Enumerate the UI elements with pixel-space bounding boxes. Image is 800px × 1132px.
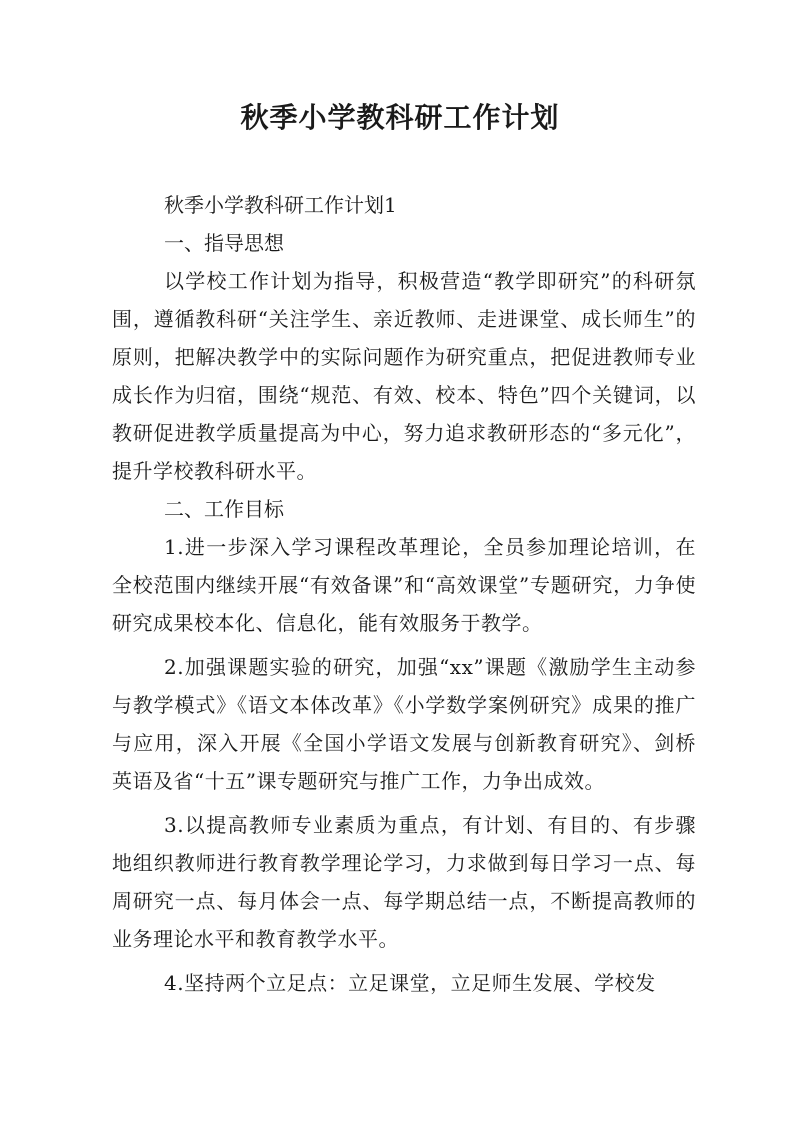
document-body [112,186,696,1002]
section-heading-work-goals: 二、工作目标 [164,497,284,521]
goal-item-3: 3.以提高教师专业素质为重点，有计划、有目的、有步骤地组织教师进行教育教学理论学习，力求做到每日学习一点、每周研究一点、每月体会一点、每学期总结一点，不断提高教师的业务理论水平和教育教学水平。 [112,813,696,951]
section-heading-guiding-ideology: 一、指导思想 [164,231,284,255]
goal-item-4: 4.坚持两个立足点：立足课堂，立足师生发展、学校发 [164,971,656,995]
document-subtitle: 秋季小学教科研工作计划1 [164,193,397,217]
paragraph-guiding-ideology: 以学校工作计划为指导，积极营造“教学即研究”的科研氛围，遵循教科研“关注学生、亲近教师、走进课堂、成长师生”的原则，把解决教学中的实际问题作为研究重点，把促进教师专业成长作为归宿，围绕“规范、有效、校本、特色”四个关键词，以教研促进教学质量提高为中心，努力追求教研形态的“多元化”，提升学校教科研水平。 [112,269,696,483]
goal-item-2: 2.加强课题实验的研究，加强“xx”课题《激励学生主动参与教学模式》《语文本体改革》《小学数学案例研究》成果的推广与应用，深入开展《全国小学语文发展与创新教育研究》、剑桥英语及省“十五”课专题研究与推广工作，力争出成效。 [112,655,696,793]
document-title: 秋季小学教科研工作计划 [240,101,560,134]
goal-item-1: 1.进一步深入学习课程改革理论，全员参加理论培训，在全校范围内继续开展“有效备课”和“高效课堂”专题研究，力争使研究成果校本化、信息化，能有效服务于教学。 [112,535,696,635]
